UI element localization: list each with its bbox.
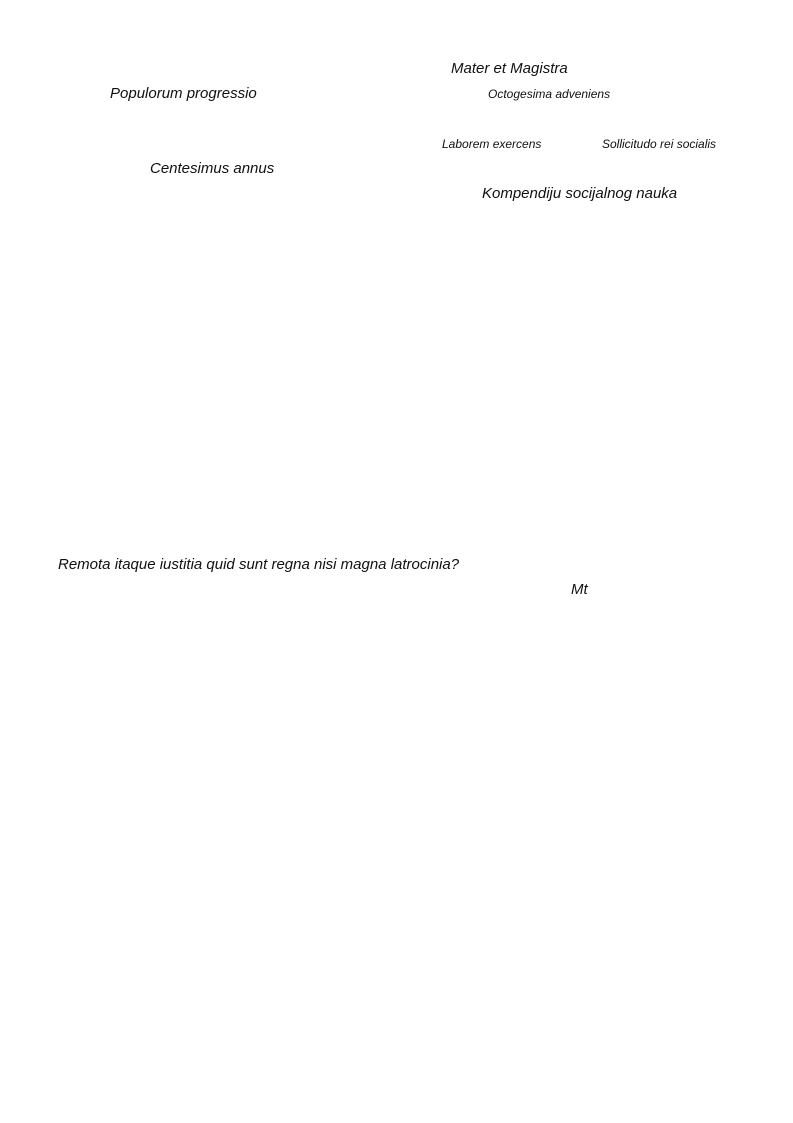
reference-populorum-progressio: Populorum progressio: [110, 85, 257, 102]
reference-centesimus-annus: Centesimus annus: [150, 160, 275, 177]
latin-quote: Remota itaque iustitia quid sunt regna nisi magna latrocinia?: [58, 556, 460, 573]
reference-mater-et-magistra: Mater et Magistra: [451, 60, 568, 77]
reference-kompendiju: Kompendiju socijalnog nauka: [482, 185, 678, 202]
reference-octogesima-adveniens: Octogesima adveniens: [488, 87, 611, 101]
citation: Mt: [571, 581, 588, 598]
reference-laborem-exercens: Laborem exercens: [442, 137, 542, 151]
reference-sollicitudo-rei-socialis: Sollicitudo rei socialis: [602, 137, 717, 151]
